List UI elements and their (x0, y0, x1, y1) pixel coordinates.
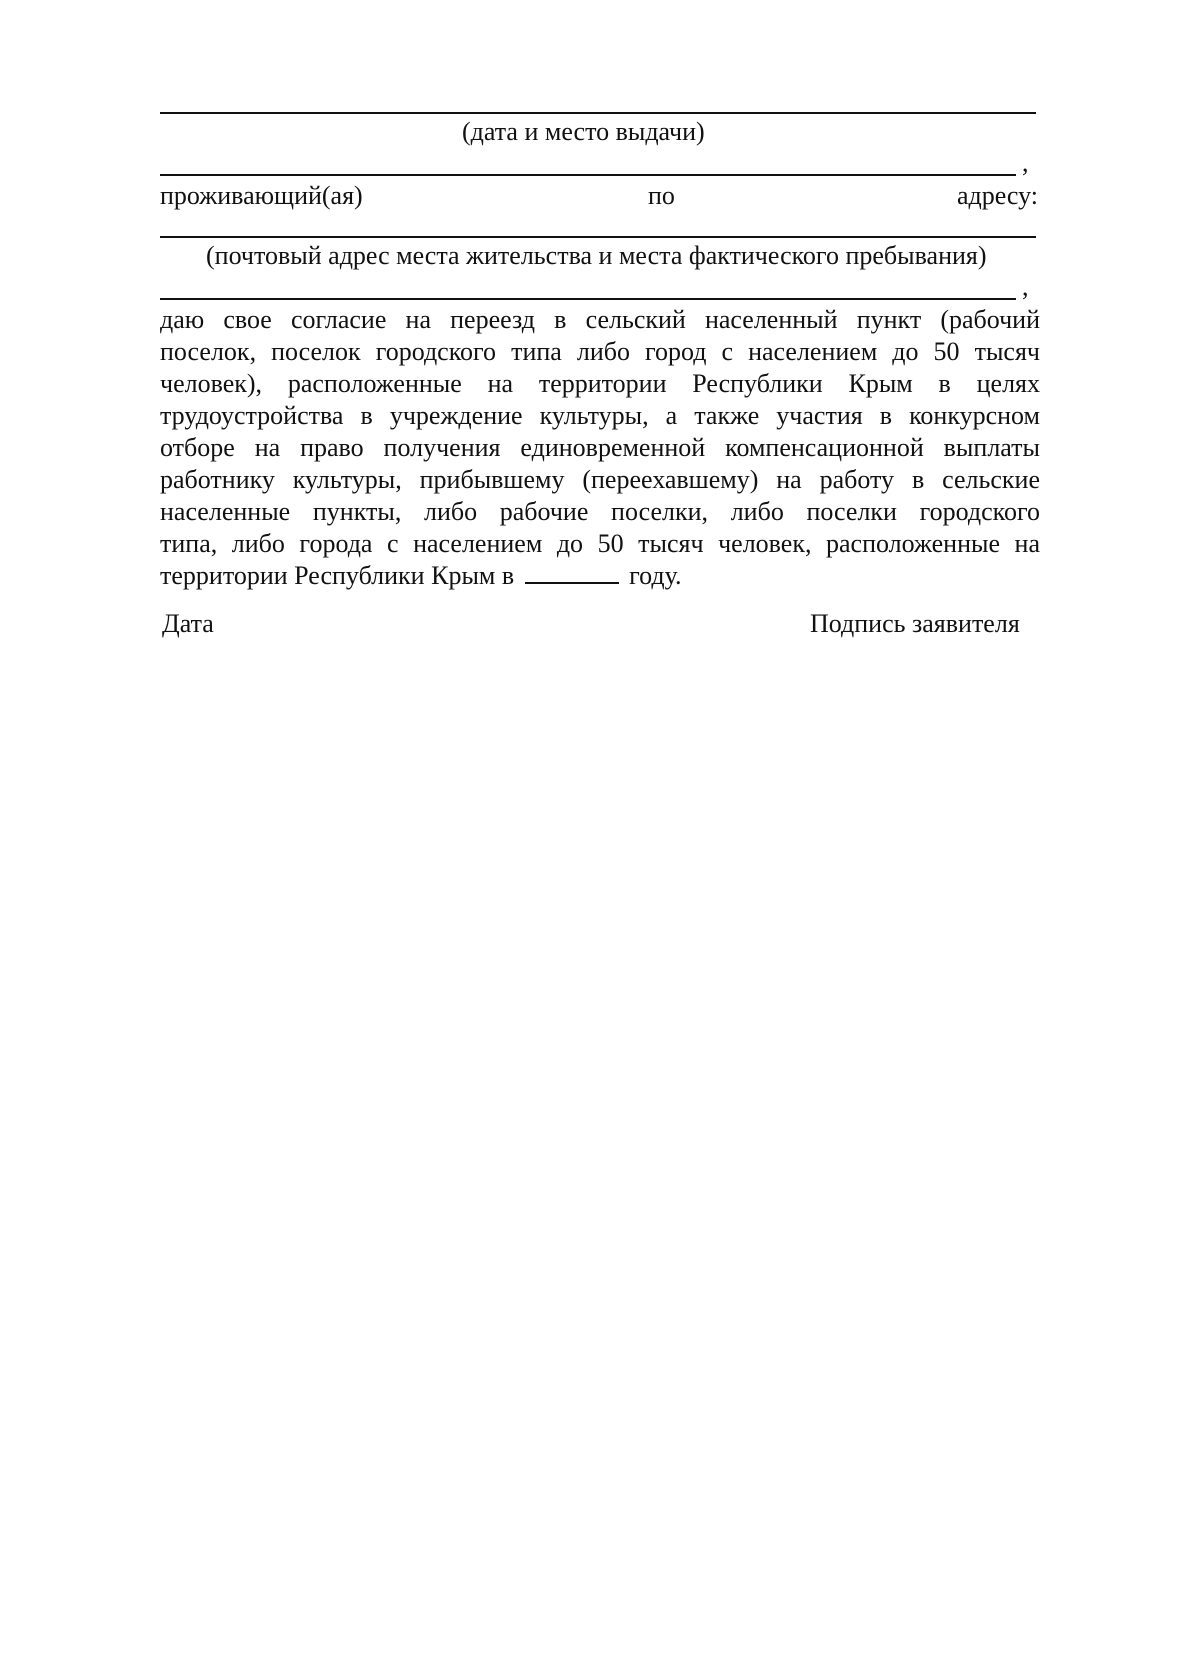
issue-caption: (дата и место выдачи) (462, 117, 705, 146)
residence-left-word: проживающий(ая) (160, 181, 363, 210)
consent-last-line-before: территории Республики Крым в (160, 561, 515, 590)
address-caption: (почтовый адрес места жительства и места фактического пребывания) (206, 241, 987, 270)
address-rule-2 (160, 298, 1016, 300)
residence-middle-word: по (648, 181, 675, 210)
year-blank (525, 560, 619, 584)
consent-line: работнику культуры, прибывшему (переехавшему) на работу в сельские (160, 465, 1040, 494)
address-rule (160, 236, 1036, 238)
consent-line: типа, либо города с населением до 50 тысяч человек, расположенные на (160, 529, 1040, 558)
consent-line: отборе на право получения единовременной компенсационной выплаты (160, 433, 1040, 462)
consent-last-line (160, 560, 1040, 591)
identity-rule (160, 174, 1016, 176)
consent-line: человек), расположенные на территории Республики Крым в целях (160, 369, 1040, 398)
address-rule-comma: , (1022, 272, 1029, 301)
consent-line: даю свое согласие на переезд в сельский населенный пункт (рабочий (160, 305, 1040, 334)
consent-line: трудоустройства в учреждение культуры, а также участия в конкурсном (160, 401, 1040, 430)
consent-line: населенные пункты, либо рабочие поселки, либо поселки городского (160, 497, 1040, 526)
date-label: Дата (162, 609, 214, 638)
residence-right-word: адресу: (956, 181, 1038, 210)
issue-rule (160, 112, 1036, 114)
identity-rule-comma: , (1022, 148, 1029, 177)
consent-last-line-after: году. (629, 561, 682, 590)
consent-line: поселок, поселок городского типа либо город с населением до 50 тысяч (160, 337, 1040, 366)
signature-label: Подпись заявителя (810, 609, 1020, 638)
